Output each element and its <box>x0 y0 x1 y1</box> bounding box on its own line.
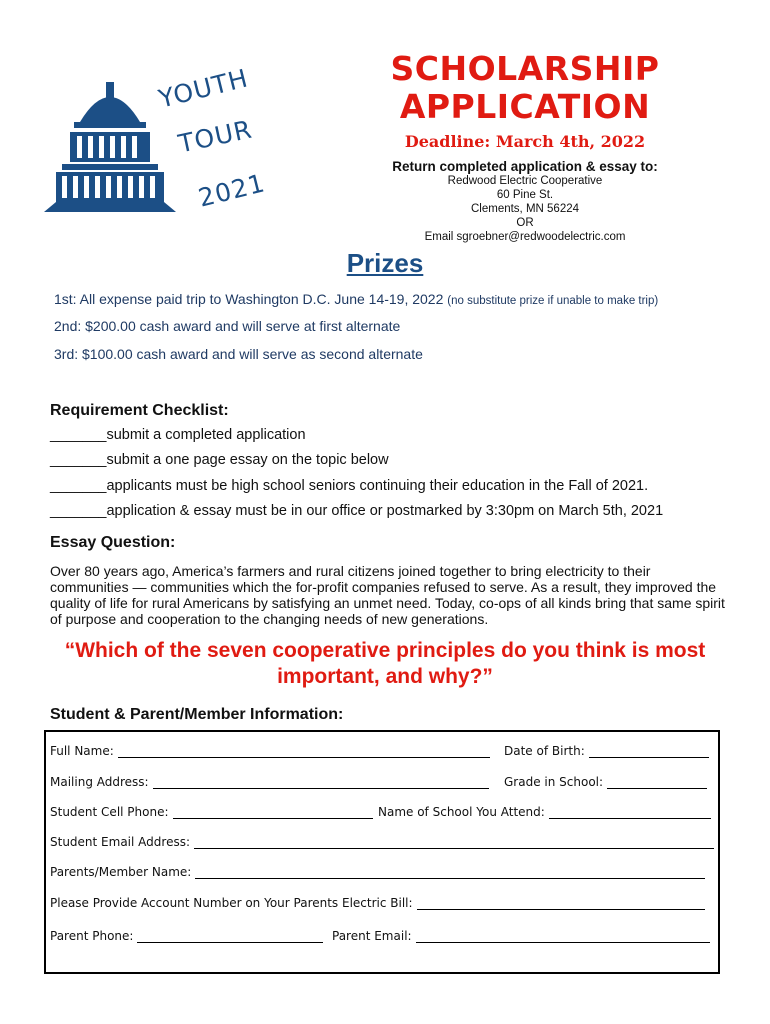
school-label: Name of School You Attend: <box>378 805 545 819</box>
mailing-address-field[interactable] <box>50 775 489 789</box>
grade-field[interactable] <box>504 775 707 789</box>
prizes-title: Prizes <box>346 248 424 278</box>
full-name-label: Full Name: <box>50 744 114 758</box>
parent-email-label: Parent Email: <box>332 929 412 943</box>
student-email-field[interactable] <box>50 835 714 849</box>
parents-name-line[interactable] <box>195 866 705 879</box>
youth-tour-logo <box>40 60 280 230</box>
address-line: 60 Pine St. <box>496 189 554 201</box>
checklist-title: Requirement Checklist: <box>50 402 229 419</box>
essay-question: “Which of the seven cooperative principles do you think is most important, and why?” <box>64 639 706 688</box>
title-line-2: APPLICATION <box>399 87 651 126</box>
checklist-item: _______applicants must be high school seniors continuing their education in the Fall of 2021. <box>50 478 649 494</box>
prize-item <box>54 291 658 307</box>
prize-text: 1st: All expense paid trip to Washington D.C. June 14-19, 2022 <box>54 291 444 307</box>
prize-text: 2nd: $200.00 cash award and will serve at first alternate <box>54 318 401 334</box>
essay-body: Over 80 years ago, America’s farmers and rural citizens joined together to bring electricity to their communities — communities which the for-profit companies refused to serve. As a result, they improved the quality of life for rural Americans by satisfying an unmet need. Today, co-ops of all kinds bring that same spirit of purpose and cooperation to the changing needs of new generations. <box>50 563 725 627</box>
school-line[interactable] <box>549 806 711 819</box>
grade-line[interactable] <box>607 776 707 789</box>
checklist-item: _______submit a one page essay on the topic below <box>50 452 389 468</box>
checklist-item: _______submit a completed application <box>50 427 306 443</box>
cell-phone-label: Student Cell Phone: <box>50 805 169 819</box>
parents-name-field[interactable] <box>50 865 705 879</box>
parent-phone-field[interactable] <box>50 929 323 943</box>
address-email: Email sgroebner@redwoodelectric.com <box>424 231 626 243</box>
grade-label: Grade in School: <box>504 775 604 789</box>
prize-text: 3rd: $100.00 cash award and will serve as second alternate <box>54 346 423 362</box>
prize-item <box>54 346 423 362</box>
full-name-field[interactable] <box>50 744 490 758</box>
address-line: OR <box>516 217 534 229</box>
account-number-field[interactable] <box>50 896 705 910</box>
parents-name-label: Parents/Member Name: <box>50 865 192 879</box>
title-line-1: SCHOLARSHIP <box>390 49 660 88</box>
deadline: Deadline: March 4th, 2022 <box>404 132 646 151</box>
cell-phone-line[interactable] <box>173 806 373 819</box>
school-field[interactable] <box>378 805 711 819</box>
parent-email-field[interactable] <box>332 929 710 943</box>
logo-word-youth: YOUTH <box>155 63 252 114</box>
header <box>330 50 720 244</box>
parent-phone-label: Parent Phone: <box>50 929 134 943</box>
parent-phone-line[interactable] <box>137 930 323 943</box>
mailing-address-label: Mailing Address: <box>50 775 149 789</box>
dob-line[interactable] <box>589 745 709 758</box>
logo-word-tour: TOUR <box>175 114 255 159</box>
dob-label: Date of Birth: <box>504 744 585 758</box>
prize-item <box>54 318 400 334</box>
address-line: Clements, MN 56224 <box>470 203 580 215</box>
mailing-address-line[interactable] <box>153 776 489 789</box>
address-line: Redwood Electric Cooperative <box>447 175 603 187</box>
checklist-item: _______application & essay must be in our office or postmarked by 3:30pm on March 5th, 2021 <box>50 503 664 519</box>
info-form <box>44 730 720 974</box>
student-email-line[interactable] <box>194 836 714 849</box>
cell-phone-field[interactable] <box>50 805 373 819</box>
return-title: Return completed application & essay to: <box>392 159 658 174</box>
parent-email-line[interactable] <box>416 930 710 943</box>
full-name-line[interactable] <box>118 745 490 758</box>
form-title: Student & Parent/Member Information: <box>50 706 344 723</box>
account-number-line[interactable] <box>417 897 705 910</box>
dob-field[interactable] <box>504 744 709 758</box>
account-number-label: Please Provide Account Number on Your Parents Electric Bill: <box>50 896 413 910</box>
logo-word-year: 2021 <box>195 168 269 213</box>
prize-note: (no substitute prize if unable to make trip) <box>447 295 659 307</box>
student-email-label: Student Email Address: <box>50 835 190 849</box>
essay-title: Essay Question: <box>50 534 176 551</box>
